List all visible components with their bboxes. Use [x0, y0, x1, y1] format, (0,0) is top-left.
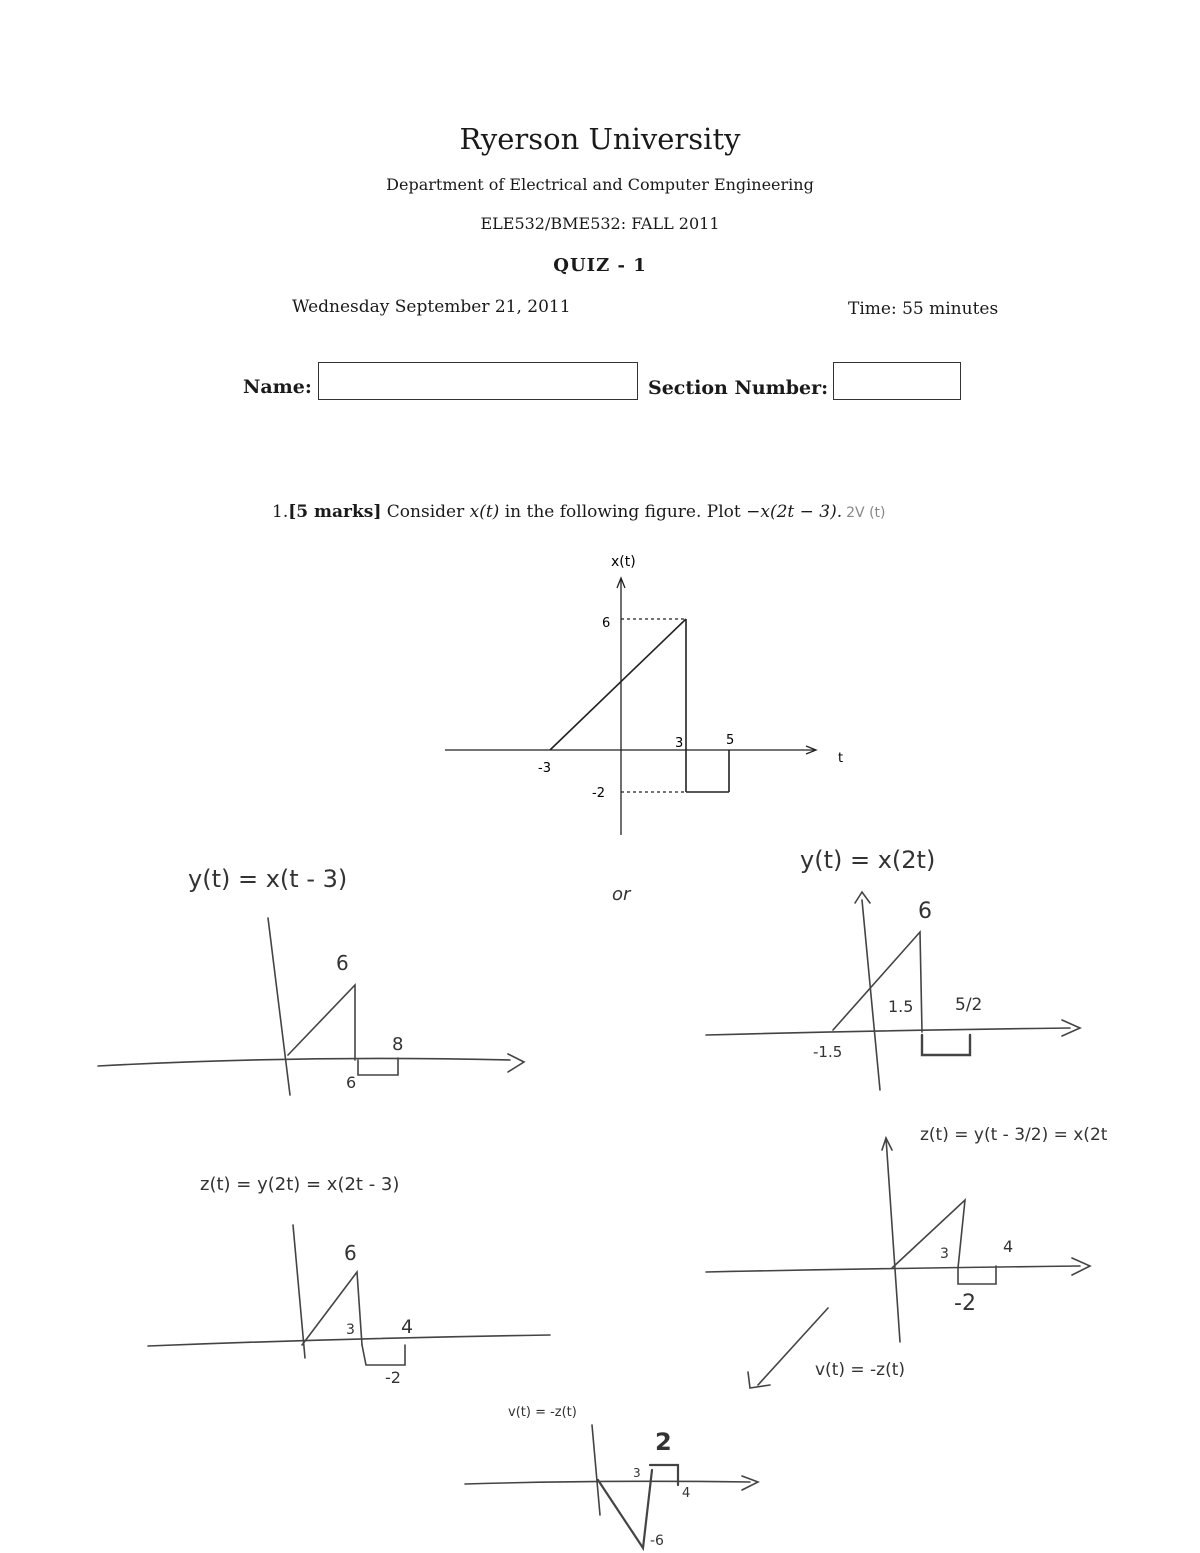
step3-title: z(t) = y(2t) = x(2t - 3) [200, 1174, 400, 1195]
step5-title: v(t) = -z(t) [508, 1405, 577, 1420]
step4-bottom-note: v(t) = -z(t) [815, 1360, 906, 1380]
quiz-title: QUIZ - 1 [553, 255, 647, 276]
step4-y-axis [886, 1138, 900, 1342]
or-text: or [612, 884, 631, 905]
figure-y-label: x(t) [611, 554, 636, 570]
step2-right-label: 5/2 [955, 995, 983, 1015]
question-text-b: in the following figure. Plot [499, 502, 747, 522]
step1-title: y(t) = x(t - 3) [188, 865, 348, 893]
step1-neg [358, 1058, 398, 1075]
step1-peak-label: 6 [336, 951, 349, 975]
step1-x-axis [98, 1058, 510, 1066]
step2-neg [922, 1035, 970, 1055]
step1-y-axis [268, 918, 290, 1095]
step2-peak-label: 6 [918, 899, 932, 924]
step3-neg [362, 1345, 405, 1365]
question-text-a: Consider [381, 502, 470, 522]
step5-y-axis [592, 1425, 600, 1515]
university-title: Ryerson University [459, 122, 741, 156]
figure-x-label: t [838, 751, 844, 766]
question-expression: −x(2t − 3). [746, 502, 843, 522]
step3-t4-label: 4 [401, 1316, 414, 1338]
handwritten-note: 2V (t) [846, 505, 886, 521]
step5-t3-label: 3 [633, 1466, 641, 1480]
step3-t3-label: 3 [346, 1322, 355, 1338]
course-line: ELE532/BME532: FALL 2011 [480, 214, 720, 233]
tick-y-bottom: -2 [592, 786, 605, 801]
step1-ramp [288, 985, 355, 1060]
step2-title: y(t) = x(2t) [800, 846, 936, 874]
step5-x-axis [465, 1481, 750, 1484]
tick-y-top: 6 [602, 616, 611, 631]
step2-neg-label: -1.5 [813, 1043, 843, 1061]
step3-y-axis [293, 1225, 305, 1358]
step1-t6-label: 6 [346, 1073, 357, 1092]
step2-mid-label: 1.5 [888, 997, 914, 1016]
step5-neg-label: -6 [650, 1533, 664, 1549]
step4-ramp [892, 1200, 965, 1268]
step4-title: z(t) = y(t - 3/2) = x(2t [920, 1125, 1108, 1145]
question-number: 1. [272, 502, 289, 522]
question-marks: [5 marks] [288, 502, 382, 522]
step2-x-axis [706, 1028, 1070, 1035]
question-variable: x(t) [469, 502, 500, 522]
step4-neg-label: -2 [954, 1291, 976, 1316]
step2-ramp [833, 932, 922, 1032]
name-label: Name: [243, 376, 312, 398]
step4-t3-label: 3 [940, 1246, 949, 1262]
step3-peak-label: 6 [344, 1241, 357, 1265]
tick-x-3: 3 [675, 736, 684, 751]
step4-neg [958, 1266, 996, 1284]
step5-top-label: 2 [655, 1428, 672, 1456]
step5-arrow [742, 1476, 758, 1490]
tick-x-neg3: -3 [538, 761, 551, 776]
step1-arrow [508, 1054, 524, 1072]
step3-neg-label: -2 [385, 1368, 401, 1387]
quiz-time: Time: 55 minutes [848, 299, 999, 319]
department-line: Department of Electrical and Computer Engineering [386, 175, 814, 194]
step5-t4-label: 4 [682, 1486, 691, 1501]
step1-t8-label: 8 [392, 1034, 404, 1055]
section-number-label: Section Number: [648, 377, 829, 399]
quiz-date: Wednesday September 21, 2011 [292, 297, 571, 317]
step4-t4-label: 4 [1003, 1237, 1014, 1256]
tick-x-5: 5 [726, 733, 735, 748]
